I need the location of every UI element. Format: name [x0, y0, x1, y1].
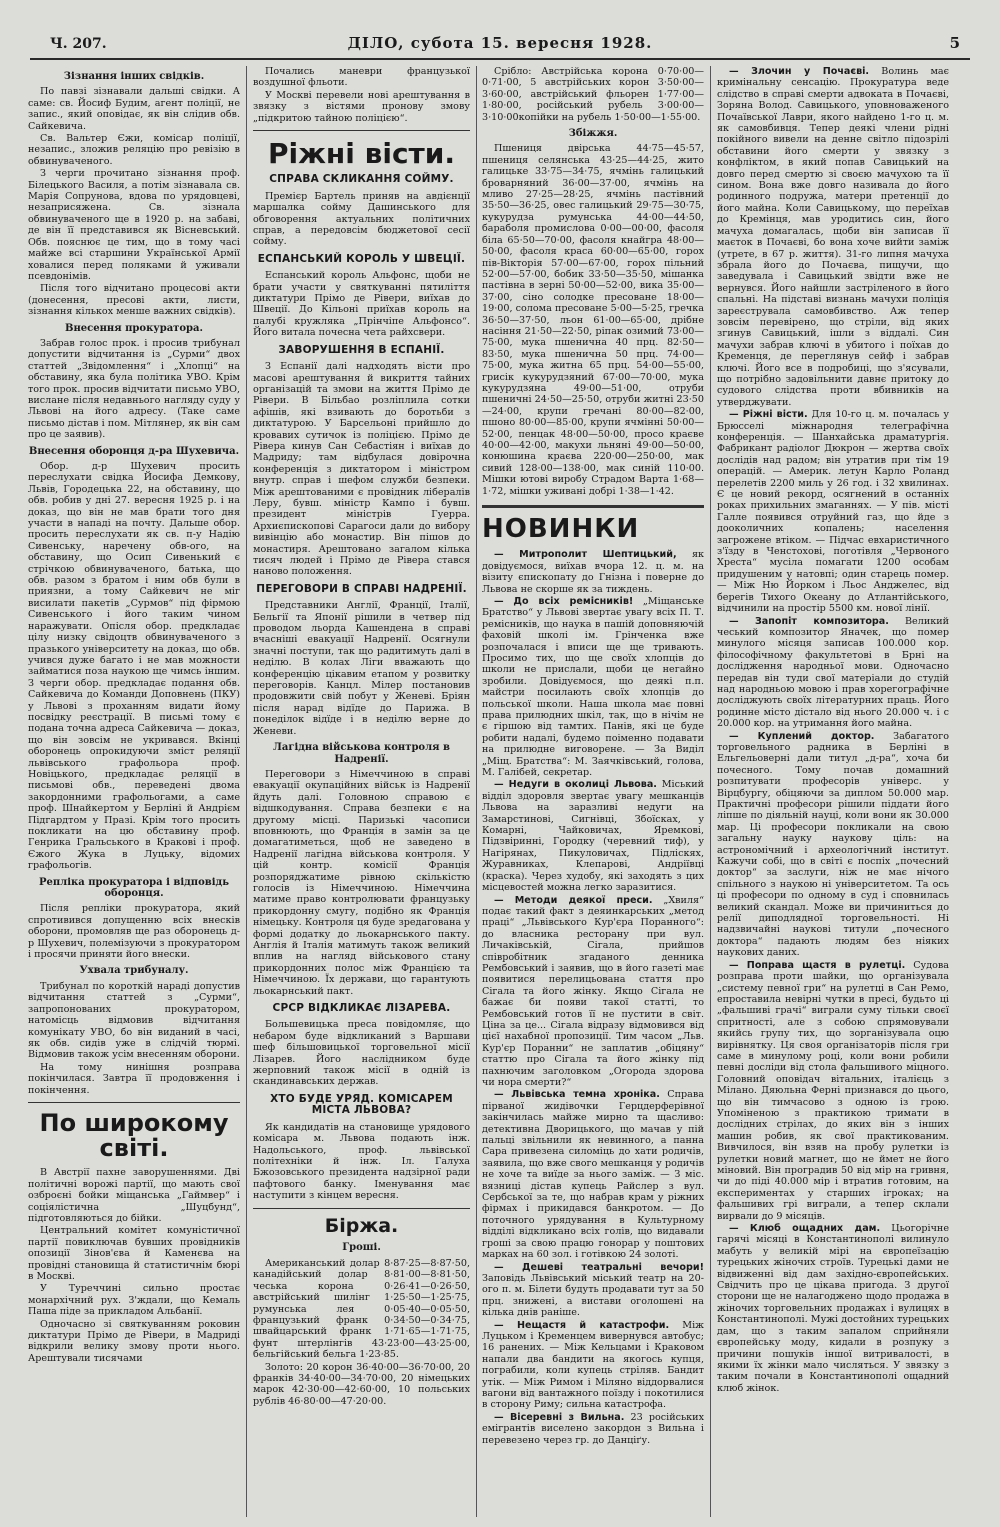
news-item: [482, 1412, 704, 1446]
paragraph: Еспанський король Альфонс, щоби не брати участи у святкуванні пятиліття диктатури Прімо де Рівери, виїхав до Швеції. До Кільоні приїхав король на палубі кружляка „Прінчіпе Альфонсо“. Його витала почесна чета райхсвери.: [253, 270, 470, 339]
paragraph: По павзі зізнавали дальші свідки. А саме: св. Йосиф Будим, агент поліції, не запис., який оповідає, як він слідив обв. Сайкевича.: [28, 86, 240, 132]
news-item: [482, 596, 704, 779]
news-item: [482, 1262, 704, 1319]
news-item-text: Судова розправа проти шайки, що організувала „систему певної гри“ на рулетці в Сан Ремо, епроставила невірні чутки в пресі, будьто ці „фальшиві грачі“ виграли суму тільки своєї спритності, але з собою спрямовували якийсь групу тих, що зорганізувала оцю вирівнятку. Ця своя організаторів після гри саме в минулому році, коли вони робили певні досліди від стола фальшивого міцного. Головний оповідач вітальних, італієць з Мілано. Дяюльна Ферні признався до цього, що він тимчасово з одною із грою. Упоміненою з практикою тримати в дослідних стрілах, до яких він з інших машин робив, як свої практикованим. Вивчилося, він взяв на пробу рулетки із рулетки новий магнет, що не ймет не його міновий. Він проградив 50 від мір на гривня, чи до піді 40.000 мір і втратив готовим, на експериментах у старших ігроках; на фальшивих грі виграли, а тепер склали вирвали до 9 місяців.: [717, 959, 949, 1222]
newspaper-title: ДІЛО, субота 15. вересня 1928.: [347, 34, 653, 52]
news-item-lead: — Митрополит Шептицький,: [494, 549, 677, 561]
news-item: [482, 549, 704, 595]
news-item-text: Для 10-го ц. м. почалась у Брюсселі міжнародня телеграфічна конференція. — Шанхайська драматургія. Фабрикант радіолог Дюкрон — жертва своїх дослідів над радом; він утратив при тім 19 операцій. — Америк. летун Карло Роланд перелетів 2200 миль у 26 год. і 32 хвилинах. Є це новий рекорд, осягнений в останніх роках прихильних змаганнях. — У пів. місті Галле появився отруйний газ, що йде з дооколичних копалень; населення загрожене втіком. — Підчас евхаристичного з'їзду в Ченстохові, поготівля „Червоного Хреста“ мусіла помагати 1200 особам придушеним у натовпі; один старець помер. — Між Ню Йорком і Льос Анджелес, від берегів Тихого Океану до Атлантійського, відчинили на простір 5500 км. нової лінії.: [717, 409, 949, 615]
news-item-lead: — Клюб ощадних дам.: [729, 1223, 881, 1235]
news-item-lead: — Методи деякої преси.: [494, 894, 653, 906]
news-item: [717, 409, 949, 614]
paragraph: Одночасно зі святкуванням роковин диктатури Прімо де Рівери, в Мадриді відкрили велику змову проти нього. Арештували тисячами: [28, 1318, 240, 1364]
paragraph: З черги прочитано зізнання проф. Білецького Василя, а потім зізнавала св. Марія Сопрунова, вдова по урядовцеві, незаприсяжена. Св. зізнала обвинуваченого ще в 1920 р. на забаві, де він її представився як Вісневський. Обв. пояснює це тим, що в тому часі майже всі старшини Української Армії ховалися перед поляками й уживали псевдонімів.: [28, 168, 240, 282]
paragraph: Трибунал по короткій нараді допустив відчитання статтей з „Сурми“, запропонованих прокуратором, натомісць відмовив відчитання комунікату УВО, бо він виданий в часі, як обв. сидів уже в слідчій тюрмі. Відмовив також усім внесенням оборони.: [28, 980, 240, 1061]
page-number: 5: [949, 34, 960, 52]
article-heading: Зізнання інших свідків.: [63, 71, 205, 82]
article-heading: ПЕРЕГОВОРИ В СПРАВІ НАДРЕНІЇ.: [256, 582, 467, 595]
news-item-lead: — Поправа щастя в рулетці.: [729, 959, 906, 971]
news-item-lead: — Недуги в околиці Львова.: [494, 779, 657, 791]
news-item-text: „Міщанське Братство“ у Львові звертає увагу всіх П. Т. ремісників, що наука в пашій доповняючій фаховій школі ім. Грінченка вже розпочалася і вписи ще ще тривають. Просимо тих, що ще своїх хлопців до школи не прислали, щоби це негайно зробили. Довідуємося, що деякі п.п. майстри посилають своїх хлопців до польської школи. Наша школа має повні права прилюдних шкіл, так, що в нічім не є гіршою від тамтих. Панів, які це буде робити надалі, будемо поіменно подавати на прилюдне виговорене. — За Виділ „Міщ. Братства“: М. Заячківський, голова, М. Галібей, секретар.: [482, 595, 704, 779]
news-item: [482, 1320, 704, 1411]
article-heading: Внесення прокуратора.: [65, 322, 203, 334]
paragraph: На тому нинішня розправа покінчилася. Завтра її продовження і покінчення.: [28, 1061, 240, 1096]
news-item-lead: — Злочин у Почаєві.: [729, 66, 870, 77]
section-heading: По широкому світі.: [39, 1108, 229, 1163]
column-4: [717, 66, 949, 1519]
section-rule: [28, 1102, 240, 1103]
news-item-text: Забагатого торговельного радника в Берліні в Ельгельоверні дали титул „д-ра“, хоча би почесного. Тому почав домашний розпитувати професорів універс. у Вірцбургу, обіцяючи за диплом 50.000 мар. Практичні професори рішили піддати його ліпше по діяльній науці, коли вони як 30.000 мар. Ці професори покликали на свою загальну науку наукову ціль: на астрономічний і археологічний інститут. Кажучи собі, що в світі є поспіх „почесний доктор“ за заслуги, ніж не має нічого спільного з наукою ні університетом. Та ось ці професори по одному в суд і сповнилась великий скандал. Може ви причиниться до релії диподлядної торговельності. Ні надзвичайні наукові титули „почесного доктора“ падають людям без ніяких наукових даних.: [717, 730, 949, 959]
article-heading: Лагідна військова контроля в Надренії.: [273, 742, 450, 765]
news-item-text: „Хвиля“ подає такий факт з деяинкарських „метод праці“ „Львівського Кур'єра Поранного“: до власника ресторану при вул. Личаківській, Сігала, прийшов співробітник згаданого денника Рембовський і заявив, що в його газеті має появитися перелицьована стаття про Сігала та його жінку. Якщо Сігала не бажає би появи такої статті, то Рембовський готов її не пустити в світ. Ціна за це... Сігала відразу відмовився від цієї нахабної пропозиції. Тим часом „Льв. Кур'єр Поранни“ не заплатив „обіцяну“ статтю про Сігала та його жінку під пахнючим заголовком „Огорода здорова чи нора смерти?“: [482, 894, 704, 1089]
news-item-text: Волинь має кримінальну сенсацію. Прокуратура веде слідство в справі смерти адвоката в Почаєві, Зоряна Волод. Савицького, уповноваженого Почаївської Лаври, якого найдено 1-го ц. м. як самовбивця. Тепер деякі члени рідні покійного вивели на денне світло підозрілі обставини його смерти у звязку з конфліктом, в який попав Савицький на довго перед смертю зі своєю мачухою та її сином. Вона вже довго називала до його родинного подружа, матери претенції до його майна. Коли Савицькому, що переїхав до Кремінця, мав уродитись син, його мачуха домагалась, щоби він записав її маєток в Почаєві, бо вона хоче вийти заміж (утрете, в 67 р. життя). 31-го липня мачуха збрала його до Почаєва, пищучи, що заведувала і Савицький звідти вже не вернувся. Його найшли застріленого в його спальні. На підставі визнань мачухи поліція зареєструвала самовбивство. Аж тепер зовсім перевірено, що стріли, від яких згинув Савицький, ішли з віддалі. Син мачухи забрав ключі в убитого і поїхав до Кременця, де переглянув сейф і забрав ключі. Його все в подробиці, що з'ясували, що потрібно задовільнити давнє притоку до судового слідства проти вбивників на утверджувати.: [717, 66, 949, 408]
column-divider: [246, 66, 247, 1517]
article-heading: Репліка прокуратора і відповідь оборонця.: [38, 876, 229, 900]
paragraph: Срібло: Австрійська корона 0·70·00—0·71·00, 5 австрійських корон 3·50·00—3·60·00, австрійський фльорен 1·77·00—1·80·00, російський рубель 3·00·00—3·10·00копійки на рубель 1·50·00—1·55·00.: [482, 66, 704, 123]
news-item: [482, 779, 704, 893]
news-item: [717, 731, 949, 959]
paragraph: Представники Англії, Франції, Італії, Бельгії та Японії рішили в четвер під проводом льорда Кашендена в справі вчасніші евакуації Надренії. Осягнули значні поступи, так що радитимуть далі в неділю. В колах Ліги вважають що конференцію цікавим етапом у розвитку переговорів. Канцл. Мілер постановив продовжити свій побут у Женеві. Бріян після нарад відїде до Парижа. В понеділок відїде і в неділю верне до Женеви.: [253, 600, 470, 737]
article-heading: СРСР ВІДКЛИКАЄ ЛІЗАРЕВА.: [272, 1002, 451, 1015]
column-3: [482, 66, 704, 1519]
section-rule: [253, 130, 470, 131]
news-item-text: як довідуємося, виїхав вчора 12. ц. м. на візиту єпископату до Гнізна і поверне до Львова не скорше як за тиждень.: [482, 549, 704, 595]
news-item-lead: — Нещастя й катастрофи.: [494, 1319, 670, 1331]
news-item-lead: — Дешеві театральні вечори!: [494, 1261, 704, 1273]
news-item-text: Великий чеський композитор Яначек, що помер минулого місяця записав 100.000 кор. філософічному факультетові в Брні на дослідження народньої мови. Одночасно передав він туди свої матеріали до студій над народньою мовою і прав хорегографічне досліджують своїх літературних праць. Його родинне місто дістало від нього 20.000 ч. і с 20.000 кор. на утримання його майна.: [717, 615, 949, 730]
paragraph: Центральний комітет комуністичної партії повиключав бувших провідників опозиції Зінов'єва й Каменєва на провідні становища й статистичнім бюрі в Москві.: [28, 1225, 240, 1282]
paragraph: У Туреччині сильно простає монархічний рух. З'ждали, що Кемаль Паша піде за прикладом Альбанії.: [28, 1283, 240, 1318]
section-heading: Ріжні вісти.: [267, 137, 456, 171]
news-item: [717, 1223, 949, 1394]
news-item-text: Міський відділ здоровля звертає увагу мешканців Львова на заразливі недуги на Замарстинові, Сигнівці, Збоїсках, у Комарні, Чайковичах, Яремкові, Підзвіринні, Городку (черевний тиф), у Нагірянах, Пикуловичах, Підліскях, Журавниках, Клепарові, Андріївці (краска). Через худобу, які заходять з цих місцевостей можна легко заразитися.: [482, 779, 704, 894]
article-heading: ХТО БУДЕ УРЯД. КОМІСАРЕМ МІСТА ЛЬВОВА?: [270, 1092, 453, 1117]
paragraph: З Еспанії далі надходять вісти про масові арештування й викриття тайних організацій та змови на життя Прімо де Рівери. В Більбао розліплила сотки афішів, які взивають до боротьби з диктатурою. У Барсельоні прийшло до кровавих сутичок із поліцією. Прімо де Рівера кинув Сан Себастіян і виїхав до Мадриду; там відбулася довірочна конференція з диктатором і міністром внутр. справ і шефом служби безпеки. Між арештованими є провідник лібералів Леру, бувш. міністр Кампо і бувш. президент міністрів Гуерра. Архиєпископові Сарагоси дали до вибору вивінцію або монастир. Він пішов до монастиря. Арештовано загалом кілька тисяч людей і Прімо де Рівера стався наново положення.: [253, 361, 470, 578]
article-heading: Гроші.: [342, 1242, 381, 1254]
paragraph: Золото: 20 корон 36·40·00—36·70·00, 20 франків 34·40·00—34·70·00, 20 німецьких марок 42·30·00—42·60·00, 10 польських рублів 46·80·00—47·20·00.: [253, 1361, 470, 1407]
column-2: [253, 66, 470, 1519]
news-item: [482, 895, 704, 1089]
paragraph: Обор. д-р Шухевич просить переслухати свідка Йосифа Демкову, Львів, Городецька 22, на обставину, що обв. робив у дні 27. вересня 1925 р. і на доказ, що він не мав брати того дня участи в нападі на почту. Дальше обор. просить переслухати як св. п-у Надію Сивенську, наречену обв-ого, на обставину, що Осип Сивенький є стрічкою обвинуваченого, батька, що обв. разом з братом і ним обв були в приязни, а тому Сайкевич не міг висилати пакетів „Сурмов“ під фірмою Сивенського і його таким чином наражувати. Опісля обор. предкладає цілу низку свідоцтв обвинуваченого з празького університету на доказ, що обв. учився дуже багато і не мав можности займатися поза наукою ще чимсь іншим. З черги обор. предкладає подання обв. Сайкевича до Команди Доповнень (ПКУ) у Львові з проханням видати йому посвідку реєстрації. В письмі тому є подана точна адреса Сайкевича — доказ, що він зовсім не укривався. Вкінці оборонець опрокидуючи зміст реляції львівського графольора проф. Новіцького, предкладає реляції в письмові обв., переведені двома закордонними графольогами, а саме проф. Шнайкертом у Берліні й Андрієм Підгардтом у Празі. Крім того просить покликати на цю обставину проф. Генрика Гральського в Кракові і проф. Єжого Жука в Луцьку, відомих графольогів.: [28, 461, 240, 872]
column-divider: [476, 66, 477, 1517]
paragraph: Після того відчитано процесові акти (донесення, пресові акти, листи, зізнання кількох менше важних свідків).: [28, 283, 240, 318]
news-item-lead: — До всіх ремісників!: [494, 595, 634, 607]
paragraph: У Москві перевели нові арештування в звязку з вістями пронову змову „підкритою тайною поліцією“.: [253, 89, 470, 124]
section-heading: Біржа.: [324, 1214, 399, 1237]
paragraph: Забрав голос прок. і просив трибунал допустити відчитання із „Сурми“ двох статтей „Звідомлення“ і „Хлопці“ на обставину, яка була політика УВО. Крім того прок. просив відчитати письмо УВО, вислане після недавнього нагляду суду у Львові на його адресу. (Таке саме письмо дістав і пом. Мітлянер, як він сам про це заявив).: [28, 337, 240, 441]
news-item: [717, 66, 949, 408]
paragraph: Американський долар 8·87·25—8·87·50, канадійський долар 8·81·00—8·81·50, чеська корона 0·26·41—0·26·50, австрійський шилінг 1·25·50—1·25·75, румунська лея 0·05·40—0·05·50, французький франк 0·34·50—0·34·75, швайцарський франк 1·71·65—1·71·75, фунт штерлінгів 43·23·00—43·25·00, бельгійський бельга 1·23·85.: [253, 1257, 470, 1361]
news-item-lead: — Запопіт композитора.: [729, 615, 889, 627]
news-item-text: Заповідь Львівський міський театр на 20-ого п. м. Білети будуть продавати тут за 50 прц. знижені, а вистави оголошені на кілька днів раніше.: [482, 1272, 704, 1319]
article-heading: Внесення оборонця д-ра Шухевича.: [28, 445, 240, 457]
paragraph: Почались маневри французької воздушної фльоти.: [253, 66, 470, 89]
news-item-lead: — Ріжні вісти.: [729, 409, 808, 421]
column-1: [28, 66, 240, 1519]
news-item-lead: — Вісеревні з Вильна.: [494, 1411, 625, 1423]
paragraph: Пшениця двірська 44·75—45·57, пшениця селянська 43·25—44·25, жито галицьке 33·75—34·75, ячмінь галицький броварняний 36·00—37·00, ячмінь на мливо 27·25—28·25, ячмінь пастівний 35·50—36·25, овес галицький 29·75—30·75, кукурудза румунська 44·00—44·50, бараболя промислова 0·00—00·00, фасоля біла 65·50—70·00, фасоля кнайгра 48·00—50·00, фасоля краса 60·00—65·00, горох пів-Вікторія 57·00—67·00, горох пільний 52·00—57·00, бобик 33·50—35·50, мішанка пастівна в зерні 50·00—52·00, вика 35·00—37·00, сіно солодке пресоване 18·00—19·00, солома пресоване 5·00—5·25, гречка 36·50—37·50, льон 61·00—65·00, дрібне насіння 21·50—22·50, ріпак озимий 73·00—75·00, мука пшенична 40 прц. 82·50—83·50, мука пшенична 50 прц. 74·00—75·00, мука житна 65 прц. 54·00—55·00, грисік кукурудзяний 67·00—70·00, мука кукурудзяна 49·00—51·00, отруби пшеничні 24·50—25·50, отруби житні 23·50—24·00, крупи гречані 80·00—82·00, пшоно 80·00—85·00, крупи ячмінні 50·00—52·00, пенцак 48·00—50·00, просо краєве 40·00—42·00, макухи льняні 49·00—50·00, конюшина краєва 220·00—250·00, мак сивий 128·00—138·00, мак синій 110·00. Мішки ютові виробу Страдом Варта 1·68—1·72, мішки уживані добрі 1·38—1·42.: [482, 143, 704, 497]
issue-number: Ч. 207.: [50, 36, 107, 52]
news-item-text: 23 російських емігрантів виселено закордон з Вильна і перевезено через гр. до Данціґу.: [482, 1411, 704, 1446]
news-item: [482, 1089, 704, 1260]
article-heading: ЗАВОРУШЕННЯ В ЕСПАНІЇ.: [278, 343, 445, 356]
news-item-text: Цьогорічне гарячі місяці в Константинополі вилинуло мабуть у великій мірі на європеїзацію турецьких жіночих строїв. Турецькі дами не відвиженні від дам західно-європейських. Свідчить про це цікава пригода. З другої сторони ще не налагоджено щодо продажа в жіночих торговельних продажах і вулицях в Константинополі. Мужі достойних турецьких дам, що з таким запалом сприйняли європейську моду, кидали в розпуку з причини пошуків іншої витривалості, в якими їх жінки мало числяться. У звязку з таким почали в Константинополі ощадний клюб жінок.: [717, 1223, 949, 1394]
paragraph: В Австрії пахне заворушеннями. Дві політичні ворожі партії, що мають свої озброєні бойки міщанська „Гаймвер“ і соціялістична „Шуцбунд“, підготовляються до бійки.: [28, 1167, 240, 1224]
section-rule: [253, 1208, 470, 1209]
article-heading: ЕСПАНСЬКИЙ КОРОЛЬ У ШВЕЦІЇ.: [257, 252, 466, 265]
paragraph: Св. Вальтер Єжи, комісар поліції, незапис., зложив реляцію про ревізію в обвинуваченого.: [28, 133, 240, 167]
news-item-text: Справа пірваної жидівочки Герцдерферівної закінчилась майже мирно та щасливо: детективна Дворицького, що мачав у пій пальці звільнили як невинного, а панна Сара привезена силоміць до хати родичів, заявила, що вже свого мешканця у родичів не хоче та виїде за нього заміж. — З міс. вязниці дістав купець Райслер з вул. Сербської за те, що набрав крам у ріжних фірмах і прикидався банкротом. — До поточного урядування в Культурному відділі відкликано всіх голів, що видавали гроші за свою працю гонорар у поштових марках на 60 зол. і готівкою 24 золоті.: [482, 1089, 704, 1261]
article-heading: Збіжжя.: [568, 128, 618, 140]
section-rule: [482, 505, 704, 508]
article-heading: Ухвала трибуналу.: [79, 965, 189, 977]
news-item-text: Між Луцьком і Кременцем вивернувся автобус; 16 ранених. — Між Кельцами і Краковом напали два бандити на якогось купця, пограбили, коли купець стріляв. Бандит утік. — Між Римом і Міляно віддорвалися вагони від вантажного поїзду і покотилися в сторону Риму; сильна катастрофа.: [482, 1319, 704, 1411]
column-divider: [710, 66, 711, 1517]
news-item: [717, 960, 949, 1222]
news-item-lead: — Куплений доктор.: [729, 730, 875, 742]
paragraph: Большевицька преса повідомляє, що небаром буде відкликаний з Варшави шеф більшовицької торговельної місії Лізарев. Його наслідником буде жерповний також місії в одній із скандинавських держав.: [253, 1019, 470, 1088]
article-heading: СПРАВА СКЛИКАННЯ СОЙМУ.: [269, 173, 454, 186]
masthead: [30, 28, 970, 60]
paragraph: Після репліки прокуратора, який спротивився допущенню всіх внесків оборони, промовляв ще раз оборонець д-р Шухевич, полемізуючи з прокуратором і просячи приняти його внески.: [28, 903, 240, 961]
paragraph: Премієр Бартель приняв на авдієнції маршалка сойму Дашинського для обговорення актуальних політичних справ, а передовсім бюджетової сесії сойму.: [253, 190, 470, 248]
paragraph: Переговори з Німеччиною в справі евакуації окупаційних військ із Надренії йдуть далі. Головною справою є відшкодування. Справа безпеки є на другому місці. Паризькі часописи вповнюють, що Франція в замін за це домагатиметься, щоб не заведено в Надренії лагідна військова контроля. У цій контр. комісії Франція розпоряджатиме рівною скількістю голосів із Німеччиною. Німеччина матиме право контролювати французьку прикордонну смугу, подібно як Франція німецьку. Контроля ця буде зредагована у формі додатку до льокарнського пакту. Англія й Італія матимуть також великий вплив на нагляд військового стану прикордонних полос між Францією та Німеччиною. Їх держави, що гарантують льокарнський пакт.: [253, 768, 470, 997]
section-heading: НОВИНКИ: [482, 514, 640, 545]
news-item: [717, 616, 949, 730]
paragraph: Як кандидатів на становище урядового комісара м. Львова подають інж. Надольського, проф. львівської політехніки й інж. Іл. Галуха Бжозовського президента надзірної ради пафтового банку. Іменування має наступити з кінцем вересня.: [253, 1121, 470, 1202]
news-item-lead: — Львівська темна хроніка.: [494, 1089, 660, 1101]
